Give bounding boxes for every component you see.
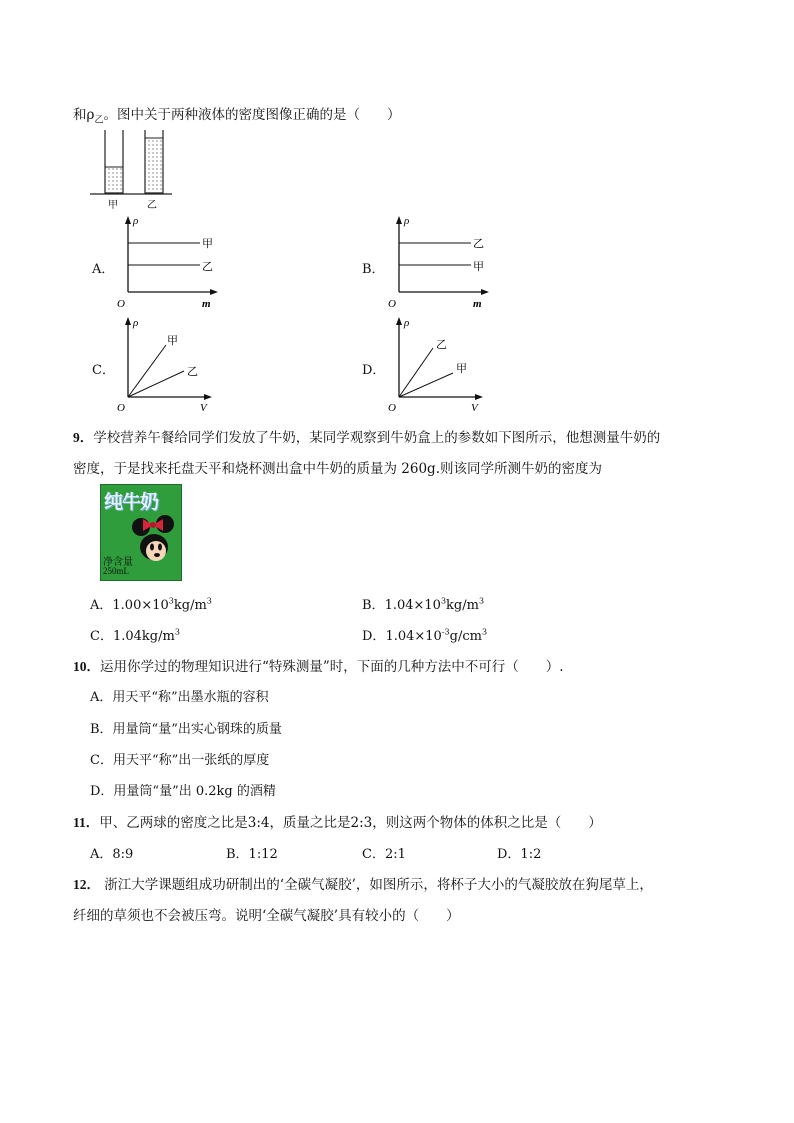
q10-option-d[interactable]: D．用量筒“量”出 0.2kg 的酒精 (90, 784, 276, 799)
milk-box-volume: 250mL (103, 566, 129, 576)
q9-stem-line1: 9．学校营养午餐给同学们发放了牛奶，某同学观察到牛奶盒上的参数如下图所示，他想测量牛奶的 (73, 430, 661, 446)
q10-number: 10． (73, 659, 100, 674)
svg-text:ρ: ρ (404, 317, 410, 329)
cylinder-figure (88, 128, 180, 210)
svg-text:ρ: ρ (133, 317, 139, 329)
q9-option-a[interactable]: A．$1.00\times 10^3kg/m^3$ (90, 596, 212, 613)
q11-option-b[interactable]: B．1:12 (226, 847, 278, 862)
q11-stem: 11．甲、乙两球的密度之比是3:4，质量之比是2:3，则这两个物体的体积之比是（ ） (73, 815, 602, 831)
svg-text:V: V (471, 402, 478, 413)
q11-number: 11． (73, 815, 100, 830)
cylinder-b-label: 乙 (147, 200, 157, 210)
svg-text:m: m (202, 298, 211, 310)
q9-stem-line2: 密度，于是找来托盘天平和烧杯测出盒中牛奶的质量为 260g.则该同学所测牛奶的密度为 (73, 461, 602, 477)
cartoon-mouse-icon (129, 509, 177, 571)
q12-stem-line2: 纤细的草须也不会被压弯。说明‘全碳气凝胶’具有较小的（ ） (73, 908, 460, 924)
svg-text:m: m (473, 298, 482, 310)
svg-text:O: O (117, 298, 125, 310)
q8-graph-a[interactable] (112, 212, 227, 310)
svg-text:V: V (200, 402, 207, 413)
q10-option-b[interactable]: B．用量筒“量”出实心钢珠的质量 (90, 722, 282, 737)
q8-option-c-label[interactable]: C． (92, 363, 115, 378)
q8-option-b-label[interactable]: B． (362, 262, 385, 277)
q8-stem-tail: 和$\rho_乙$。图中关于两种液体的密度图像正确的是（ ） (73, 107, 401, 126)
q9-option-b[interactable]: B．$1.04\times 10^3kg/m^3$ (362, 596, 485, 613)
svg-text:O: O (388, 298, 396, 310)
q8-option-d-label[interactable]: D． (362, 363, 386, 378)
q11-option-c[interactable]: C．2:1 (362, 847, 406, 862)
svg-text:ρ: ρ (133, 215, 139, 227)
svg-text:乙: 乙 (187, 366, 198, 378)
cylinder-b-liquid (145, 138, 163, 193)
q8-graph-b[interactable] (383, 212, 498, 310)
q10-option-a[interactable]: A．用天平“称”出墨水瓶的容积 (90, 690, 269, 705)
svg-text:甲: 甲 (456, 363, 467, 375)
svg-text:乙: 乙 (436, 339, 447, 351)
cylinder-a-label: 甲 (108, 200, 118, 210)
q9-option-d[interactable]: D．$1.04\times 10^{-3}g/cm^3$ (362, 627, 488, 644)
q11-option-a[interactable]: A．8:9 (90, 847, 134, 862)
svg-text:甲: 甲 (167, 335, 178, 347)
svg-text:甲: 甲 (202, 238, 213, 250)
q10-stem: 10．运用你学过的物理知识进行“特殊测量”时，下面的几种方法中不可行（ ）. (73, 659, 564, 675)
q8-graph-d[interactable] (383, 313, 498, 413)
q11-option-d[interactable]: D．1:2 (497, 847, 542, 862)
q9-number: 9． (73, 430, 94, 445)
q8-graph-c[interactable] (112, 313, 227, 413)
cylinder-a-liquid (105, 167, 123, 193)
milk-box-image (100, 484, 182, 581)
svg-text:乙: 乙 (202, 261, 213, 273)
q9-option-c[interactable]: C．$1.04kg/m^3$ (90, 627, 180, 644)
milk-box-title: 纯牛奶 (104, 491, 159, 513)
svg-text:乙: 乙 (473, 238, 484, 250)
q10-option-c[interactable]: C．用天平“称”出一张纸的厚度 (90, 753, 270, 768)
svg-text:ρ: ρ (404, 215, 410, 227)
q8-option-a-label[interactable]: A． (92, 262, 115, 277)
svg-text:甲: 甲 (473, 261, 484, 273)
svg-text:O: O (117, 402, 125, 413)
q12-stem-line1: 12． 浙江大学课题组成功研制出的‘全碳气凝胶’，如图所示，将杯子大小的气凝胶放在狗尾草上， (73, 877, 653, 893)
milk-box-net-label: 净含量 (103, 557, 133, 568)
svg-text:O: O (388, 402, 396, 413)
q12-number: 12． (73, 877, 100, 892)
